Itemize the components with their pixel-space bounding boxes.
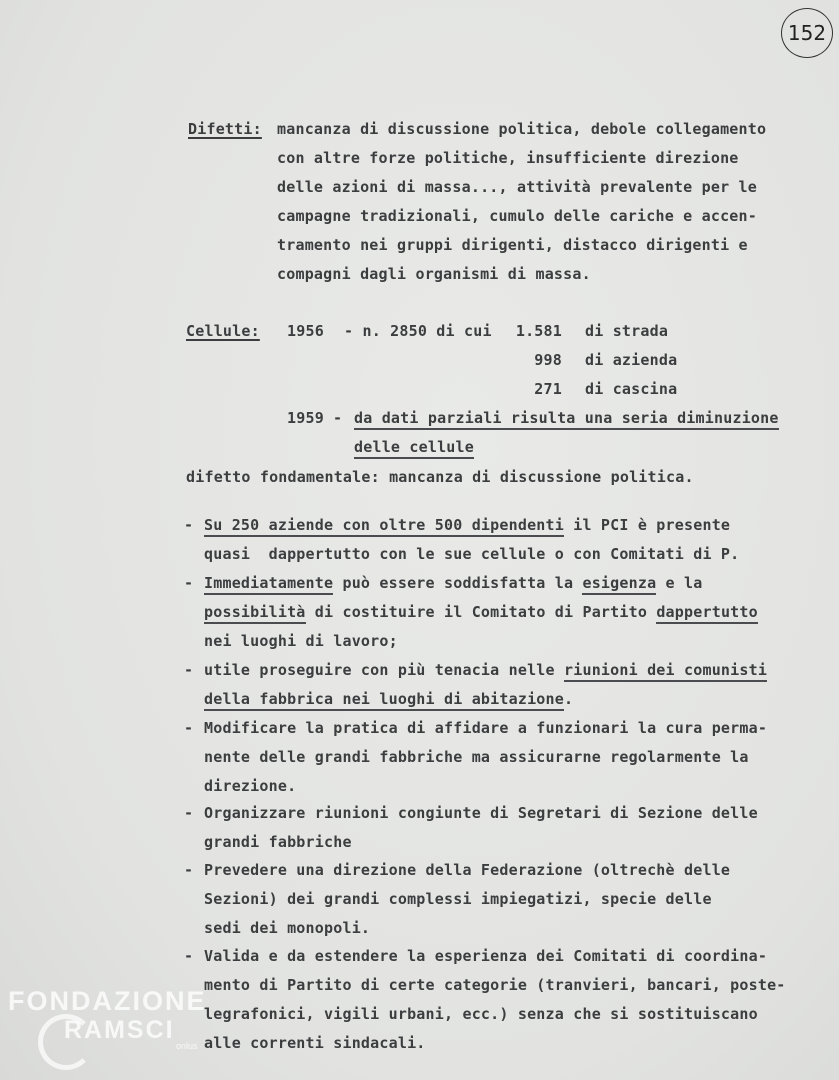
difetti-line-5: tramento nei gruppi dirigenti, distacco dirigenti e [277, 236, 748, 254]
bullet-4-line-2: nente delle grandi fabbriche ma assicurarne regolarmente la [204, 748, 749, 766]
bullet-7-line-4: alle correnti sindacali. [204, 1034, 426, 1052]
bullet-3-underlined-2: della fabbrica nei luoghi di abitazione [204, 690, 564, 711]
bullet-1-underlined: Su 250 aziende con oltre 500 dipendenti [204, 516, 564, 537]
bullet-dash: - [184, 804, 194, 822]
bullet-3-end: . [564, 690, 574, 708]
bullet-2-mid-3: di costituire il Comitato di Partito [305, 603, 657, 621]
watermark-line-1: FONDAZIONE [8, 986, 207, 1016]
watermark-line-3: onlus [176, 1041, 198, 1051]
difetti-line-6: compagni dagli organismi di massa. [277, 265, 591, 283]
bullet-2-possibilita: possibilità [204, 603, 306, 624]
bullet-dash: - [184, 516, 194, 534]
bullet-3-underlined-1: riunioni dei comunisti [564, 661, 767, 682]
difetti-line-4: campagne tradizionali, cumulo delle cariche e accen- [277, 207, 757, 225]
note-1959-line-2: delle cellule [354, 438, 474, 459]
bullet-dash: - [184, 861, 194, 879]
bullet-dash: - [184, 719, 194, 737]
bullet-4-line-3: direzione. [204, 777, 297, 795]
bullet-dash: - [184, 947, 194, 965]
bullet-5-line-2: grandi fabbriche [204, 833, 352, 851]
cellule-cascina-label: di cascina [585, 380, 678, 398]
bullet-7-line-3: legrafonici, vigili urbani, ecc.) senza che si sostituiscano [204, 1005, 758, 1023]
cellule-total: - n. 2850 di cui [344, 322, 492, 340]
bullet-7-line-2: mento di Partito di certe categorie (tranvieri, bancari, poste- [204, 976, 786, 994]
bullet-3-pre: utile proseguire con più tenacia nelle [204, 661, 564, 679]
bullet-2-mid-2: e la [656, 574, 703, 592]
bullet-2-immediatamente: Immediatamente [204, 574, 333, 595]
fondazione-gramsci-watermark [8, 986, 207, 1051]
bullet-6-line-3: sedi dei monopoli. [204, 919, 371, 937]
difetti-line-3: delle azioni di massa..., attività prevalente per le [277, 178, 757, 196]
cellule-cascina-count: 271 [534, 380, 562, 398]
bullet-4-line-1: Modificare la pratica di affidare a funzionari la cura perma- [204, 719, 768, 737]
cellule-strada-count: 1.581 [515, 322, 562, 340]
note-1959-line-1: da dati parziali risulta una seria diminuzione [354, 409, 779, 430]
bullet-1-line-2: quasi dappertutto con le sue cellule o con Comitati di P. [204, 545, 740, 563]
bullet-2-dappertutto: dappertutto [656, 603, 758, 624]
year-1956: 1956 [287, 322, 324, 340]
page-number-stamp: 152 [781, 8, 833, 58]
cellule-strada-label: di strada [585, 322, 669, 340]
difetto-fondamentale: difetto fondamentale: mancanza di discussione politica. [186, 468, 694, 486]
difetti-label: Difetti: [188, 120, 262, 138]
cellule-azienda-count: 998 [534, 351, 562, 369]
bullet-7-line-1: Valida e da estendere la esperienza dei Comitati di coordina- [204, 947, 768, 965]
bullet-2-mid-1: può essere soddisfatta la [333, 574, 583, 592]
bullet-dash: - [184, 661, 194, 679]
watermark-line-2: RAMSCI [64, 1016, 175, 1044]
cellule-label: Cellule: [186, 322, 260, 340]
bullet-2-esigenza: esigenza [582, 574, 656, 595]
difetti-line-2: con altre forze politiche, insufficiente direzione [277, 149, 739, 167]
bullet-5-line-1: Organizzare riunioni congiunte di Segretari di Sezione delle [204, 804, 758, 822]
bullet-6-line-1: Prevedere una direzione della Federazione (oltrechè delle [204, 861, 731, 879]
difetti-line-1: mancanza di discussione politica, debole collegamento [277, 120, 767, 138]
bullet-2-line-3: nei luoghi di lavoro; [204, 632, 398, 650]
bullet-dash: - [184, 574, 194, 592]
bullet-1-rest: il PCI è presente [564, 516, 731, 534]
year-1959: 1959 [287, 409, 324, 427]
dash-1959: - [333, 409, 343, 427]
cellule-azienda-label: di azienda [585, 351, 678, 369]
bullet-6-line-2: Sezioni) dei grandi complessi impiegatizi, specie delle [204, 890, 712, 908]
